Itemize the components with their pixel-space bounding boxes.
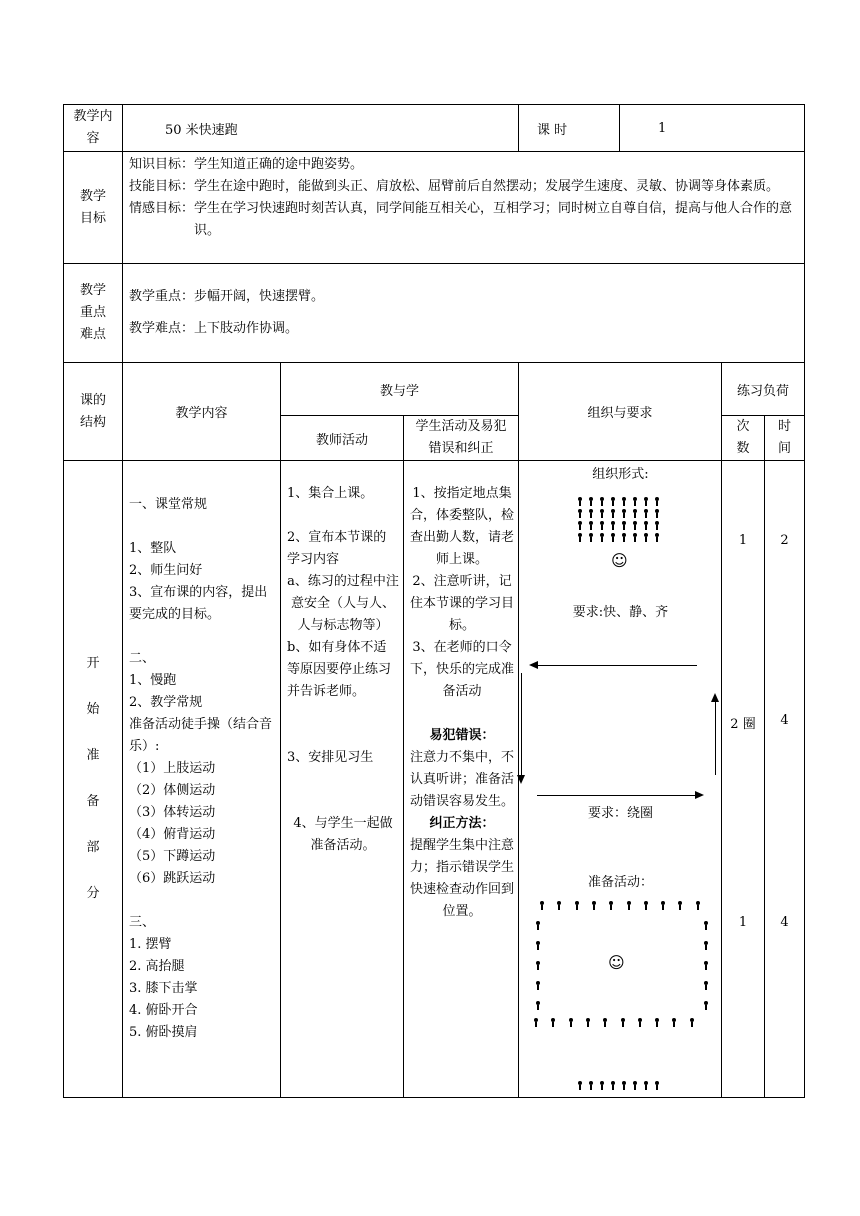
key-focus: 教学重点：步幅开阔，快速摆臂。 xyxy=(129,289,325,304)
student-figure-icon xyxy=(703,961,709,970)
student-figure-icon xyxy=(703,981,709,990)
part2-title: 二、 xyxy=(129,651,156,666)
header-teacher: 教师活动 xyxy=(281,416,404,461)
part2-item: （1）上肢运动 xyxy=(129,761,216,776)
student-figure-icon xyxy=(654,1081,660,1090)
period-cell xyxy=(519,105,805,152)
lesson-plan-table xyxy=(63,104,805,1098)
student-figure-icon xyxy=(626,901,632,910)
goals-content xyxy=(123,152,805,264)
student-figure-icon xyxy=(550,1018,556,1027)
student-step-1: 1、按指定地点集合，体委整队，检查出勤人数，请老师上课。 xyxy=(410,486,515,567)
part1-title: 一、课堂常规 xyxy=(129,497,208,512)
student-figure-icon xyxy=(535,921,541,930)
student-figure-icon xyxy=(574,901,580,910)
goal-emotion: 情感目标： 学生在学习快速跑时刻苦认真，同学间能互相关心，互相学习；同时树立自尊自信，提高与他人合作的意识。 xyxy=(129,201,793,238)
part3-item: 5. 俯卧摸肩 xyxy=(129,1025,198,1040)
header-organization: 组织与要求 xyxy=(519,363,722,461)
times-value: 1 xyxy=(738,915,748,930)
teacher-step-1: 1、集合上课。 xyxy=(287,486,374,501)
header-load: 练习负荷 xyxy=(722,363,805,416)
student-figure-icon xyxy=(533,1018,539,1027)
student-step-2: 2、注意听讲，记住本节课的学习目标。 xyxy=(410,574,515,633)
student-figure-icon xyxy=(695,901,701,910)
section-name-char: 分 xyxy=(86,886,100,901)
student-figure-icon xyxy=(599,1081,605,1090)
section-name-char: 始 xyxy=(86,702,100,717)
student-figure-icon xyxy=(643,901,649,910)
header-structure: 课的结构 xyxy=(64,363,123,461)
teacher-step-2b: b、如有身体不适等原因要停止练习并告诉老师。 xyxy=(287,640,392,699)
student-figure-icon xyxy=(677,901,683,910)
student-figure-icon xyxy=(643,1081,649,1090)
student-figure-icon xyxy=(535,1001,541,1010)
section-name-char: 部 xyxy=(86,840,100,855)
org-req-2: 要求：绕圈 xyxy=(587,806,653,821)
row-content xyxy=(64,105,805,152)
header-teach-learn: 教与学 xyxy=(281,363,519,416)
part2-item: （5）下蹲运动 xyxy=(129,849,216,864)
part2-item: （6）跳跃运动 xyxy=(129,871,216,886)
square-formation xyxy=(519,461,722,1097)
student-figure-icon xyxy=(535,981,541,990)
fix-title: 纠正方法： xyxy=(429,816,495,831)
teacher-step-2: 2、宣布本节课的学习内容 xyxy=(287,530,387,567)
goal-skill: 技能目标： 学生在途中跑时，能做到头正、肩放松、屈臂前后自然摆动；发展学生速度、灵敏、协调等身体素质。 xyxy=(129,179,780,194)
section-name-char: 备 xyxy=(86,794,100,809)
time-value: 4 xyxy=(780,915,789,930)
part2-item: （3）体转运动 xyxy=(129,805,216,820)
org-form-title: 组织形式: xyxy=(592,467,649,482)
header-times: 次数 xyxy=(722,416,765,461)
time-value: 4 xyxy=(780,713,789,728)
student-figure-icon xyxy=(577,1081,583,1090)
part2-item: 1、慢跑 xyxy=(129,673,177,688)
student-figure-icon xyxy=(610,1081,616,1090)
student-figure-icon xyxy=(608,901,614,910)
section-student xyxy=(404,461,519,1098)
error-text: 注意力不集中，不认真听讲；准备活动错误容易发生。 xyxy=(410,750,515,809)
student-figure-icon xyxy=(654,1018,660,1027)
label-goals: 教学目标 xyxy=(64,152,123,264)
org-warmup-title: 准备活动： xyxy=(587,875,653,890)
fix-text: 提醒学生集中注意力；指示错误学生快速检查动作回到位置。 xyxy=(410,838,515,919)
label-content: 教学内容 xyxy=(64,105,123,152)
label-key: 教学重点难点 xyxy=(64,264,123,363)
student-figure-icon xyxy=(585,1018,591,1027)
student-figure-icon xyxy=(620,1018,626,1027)
header-time: 时间 xyxy=(765,416,805,461)
teacher-center-smiley-icon: ☺ xyxy=(608,953,625,972)
part1-item: 3、宣布课的内容，提出要完成的目标。 xyxy=(129,585,268,622)
section-teacher xyxy=(281,461,404,1098)
teacher-step-4: 4、与学生一起做准备活动。 xyxy=(293,816,393,853)
times-value: 2 圈 xyxy=(730,717,756,732)
student-figure-icon xyxy=(660,901,666,910)
student-figure-icon xyxy=(621,1081,627,1090)
student-figure-icon xyxy=(535,961,541,970)
part2-item: 准备活动徒手操（结合音乐）: xyxy=(129,717,273,754)
part2-item: （4）俯背运动 xyxy=(129,827,216,842)
times-value: 1 xyxy=(738,533,748,548)
part3-item: 3. 膝下击掌 xyxy=(129,981,198,996)
teacher-step-2a: a、练习的过程中注意安全（人与人、人与标志物等） xyxy=(287,574,399,633)
section-row xyxy=(64,461,805,1098)
part1-item: 1、整队 xyxy=(129,541,177,556)
key-difficulty: 教学难点：上下肢动作协调。 xyxy=(129,321,299,336)
student-figure-icon xyxy=(703,921,709,930)
student-figure-icon xyxy=(602,1018,608,1027)
section-time xyxy=(765,461,805,1098)
part3-title: 三、 xyxy=(129,915,156,930)
lesson-title: 50 米快速跑 xyxy=(123,105,519,152)
student-figure-icon xyxy=(568,1018,574,1027)
student-figure-icon xyxy=(535,941,541,950)
section-content xyxy=(123,461,281,1098)
student-figure-icon xyxy=(671,1018,677,1027)
student-figure-icon xyxy=(689,1018,695,1027)
part1-item: 2、师生问好 xyxy=(129,563,203,578)
student-figure-icon xyxy=(637,1018,643,1027)
error-title: 易犯错误： xyxy=(429,728,495,743)
part2-item: （2）体侧运动 xyxy=(129,783,216,798)
goal-knowledge: 知识目标： 学生知道正确的途中跑姿势。 xyxy=(129,157,364,172)
section-name-char: 开 xyxy=(86,656,100,671)
teacher-step-3: 3、安排见习生 xyxy=(287,750,374,765)
header-row-1 xyxy=(64,363,805,416)
part3-item: 4. 俯卧开合 xyxy=(129,1003,198,1018)
header-student: 学生活动及易犯错误和纠正 xyxy=(404,416,519,461)
student-figure-icon xyxy=(591,901,597,910)
student-figure-icon xyxy=(703,1001,709,1010)
part3-item: 1. 摆臂 xyxy=(129,937,172,952)
period-label: 课 时 xyxy=(519,105,620,151)
student-figure-icon xyxy=(703,941,709,950)
student-figure-icon xyxy=(632,1081,638,1090)
org-req-1: 要求:快、静、齐 xyxy=(572,605,669,620)
row-key xyxy=(64,264,805,363)
section-name-char: 准 xyxy=(86,748,100,763)
section-times xyxy=(722,461,765,1098)
row-goals xyxy=(64,152,805,264)
header-content: 教学内容 xyxy=(123,363,281,461)
part2-item: 2、教学常规 xyxy=(129,695,203,710)
key-content xyxy=(123,264,805,363)
time-value: 2 xyxy=(780,533,789,548)
teacher-smiley-icon: ☺ xyxy=(611,551,628,570)
student-figure-icon xyxy=(588,1081,594,1090)
section-name xyxy=(64,461,123,1098)
part3-item: 2. 高抬腿 xyxy=(129,959,185,974)
period-value: 1 xyxy=(658,120,667,136)
student-step-3: 3、在老师的口令下，快乐的完成准备活动 xyxy=(410,640,515,699)
section-organization xyxy=(519,461,722,1098)
student-figure-icon xyxy=(539,901,545,910)
student-figure-icon xyxy=(556,901,562,910)
